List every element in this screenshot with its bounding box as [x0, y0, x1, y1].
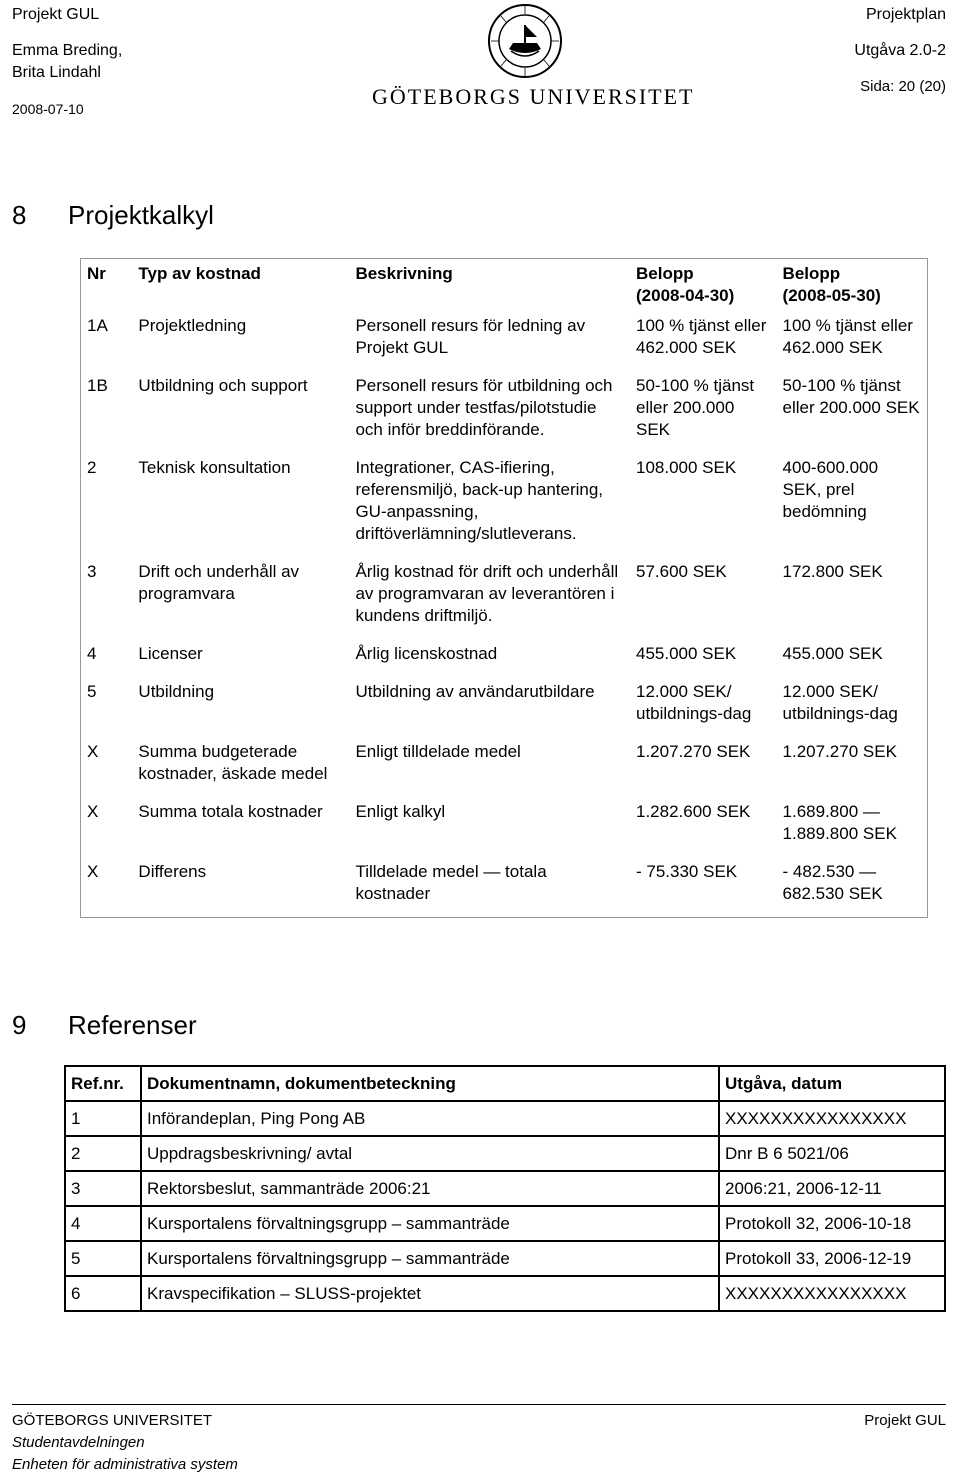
- table-row: [81, 677, 928, 737]
- table-header-row: [81, 259, 928, 312]
- col-header-desc: Beskrivning: [355, 264, 453, 283]
- cell-belopp-2: 100 % tjänst eller 462.000 SEK: [782, 316, 913, 357]
- table-row: [81, 797, 928, 857]
- header-right: [854, 4, 946, 98]
- cell-refnr: 6: [65, 1276, 141, 1311]
- col-header-belopp-1-line1: Belopp: [636, 264, 694, 283]
- references-table: [64, 1065, 946, 1312]
- col-header-docname: Dokumentnamn, dokumentbeteckning: [141, 1066, 719, 1101]
- footer-dept: Studentavdelningen: [12, 1434, 145, 1451]
- cell-desc: Integrationer, CAS-ifiering, referensmiljö, back-up hantering, GU-anpassning, driftöverlämning/slutleverans.: [355, 458, 604, 543]
- footer-project: Projekt GUL: [864, 1412, 946, 1429]
- section-title: Projektkalkyl: [68, 200, 214, 230]
- table-row: [65, 1101, 945, 1136]
- header-left: [12, 4, 122, 120]
- cell-typ: Licenser: [138, 644, 203, 663]
- col-header-belopp-2-line2: (2008-05-30): [782, 286, 881, 305]
- cell-docname: Kravspecifikation – SLUSS-projektet: [141, 1276, 719, 1311]
- header-version: Utgåva 2.0-2: [854, 42, 946, 59]
- section-number: 9: [12, 1010, 27, 1040]
- section-title: Referenser: [68, 1010, 197, 1040]
- section-8-heading: [12, 200, 214, 231]
- cell-belopp-1: 1.207.270 SEK: [636, 742, 751, 761]
- table-row: [81, 737, 928, 797]
- table-row: [81, 557, 928, 639]
- cell-version: 2006:21, 2006-12-11: [719, 1171, 945, 1206]
- footer-left: [12, 1410, 238, 1476]
- col-header-version: Utgåva, datum: [719, 1066, 945, 1101]
- col-header-belopp-2-line1: Belopp: [782, 264, 841, 283]
- cell-typ: Drift och underhåll av programvara: [138, 562, 300, 603]
- col-header-typ: Typ av kostnad: [138, 264, 261, 283]
- cell-belopp-1: 57.600 SEK: [636, 562, 727, 581]
- table-row: [65, 1276, 945, 1311]
- cell-desc: Utbildning av användarutbildare: [355, 682, 595, 701]
- cell-nr: 4: [87, 644, 97, 663]
- cell-refnr: 2: [65, 1136, 141, 1171]
- cell-typ: Teknisk konsultation: [138, 458, 291, 477]
- section-number: 8: [12, 200, 27, 230]
- university-seal-logo: [487, 3, 563, 79]
- cell-desc: Personell resurs för utbildning och support under testfas/pilotstudie och inför breddinförande.: [355, 376, 613, 439]
- cell-refnr: 1: [65, 1101, 141, 1136]
- cell-belopp-1: - 75.330 SEK: [636, 862, 738, 881]
- cell-nr: 1B: [87, 376, 108, 395]
- table-row: [81, 639, 928, 677]
- table-row: [81, 857, 928, 918]
- cell-belopp-1: 12.000 SEK/ utbildnings-dag: [636, 682, 752, 723]
- cell-nr: 1A: [87, 316, 108, 335]
- cell-desc: Personell resurs för ledning av Projekt GUL: [355, 316, 586, 357]
- cell-nr: X: [87, 862, 99, 881]
- col-header-belopp-1: [630, 259, 777, 312]
- header-date: 2008-07-10: [12, 101, 84, 117]
- cell-belopp-2: 1.207.270 SEK: [782, 742, 897, 761]
- cell-version: XXXXXXXXXXXXXXXX: [719, 1276, 945, 1311]
- cell-typ: Differens: [138, 862, 207, 881]
- footer-divider: [12, 1404, 946, 1405]
- table-row: [81, 453, 928, 557]
- cell-docname: Rektorsbeslut, sammanträde 2006:21: [141, 1171, 719, 1206]
- header-author-1: Emma Breding,: [12, 42, 123, 59]
- cell-nr: 3: [87, 562, 97, 581]
- cell-belopp-2: 172.800 SEK: [782, 562, 883, 581]
- section-9-heading: [12, 1010, 197, 1041]
- cell-docname: Uppdragsbeskrivning/ avtal: [141, 1136, 719, 1171]
- cell-typ: Projektledning: [138, 316, 247, 335]
- cell-belopp-1: 50-100 % tjänst eller 200.000 SEK: [636, 376, 755, 439]
- table-row: [65, 1241, 945, 1276]
- footer-unit: Enheten för administrativa system: [12, 1456, 238, 1473]
- cell-typ: Utbildning och support: [138, 376, 308, 395]
- university-name: GÖTEBORGS UNIVERSITET: [372, 84, 695, 109]
- cell-docname: Kursportalens förvaltningsgrupp – sammanträde: [141, 1241, 719, 1276]
- cell-desc: Enligt kalkyl: [355, 802, 446, 821]
- cell-desc: Årlig kostnad för drift och underhåll av programvaran av leverantören i kundens driftmiljö.: [355, 562, 619, 625]
- cell-belopp-2: 400-600.000 SEK, prel bedömning: [782, 458, 879, 521]
- table-row: [81, 311, 928, 371]
- cell-belopp-2: 50-100 % tjänst eller 200.000 SEK: [782, 376, 920, 417]
- cell-belopp-1: 455.000 SEK: [636, 644, 737, 663]
- cell-docname: Införandeplan, Ping Pong AB: [141, 1101, 719, 1136]
- header-page: Sida: 20 (20): [860, 78, 946, 95]
- table-header-row: [65, 1066, 945, 1101]
- cell-belopp-2: 455.000 SEK: [782, 644, 883, 663]
- cell-docname: Kursportalens förvaltningsgrupp – sammanträde: [141, 1206, 719, 1241]
- cell-typ: Summa budgeterade kostnader, äskade medel: [138, 742, 328, 783]
- cost-table: [80, 258, 928, 918]
- header-project: Projekt GUL: [12, 6, 100, 23]
- cell-desc: Enligt tilldelade medel: [355, 742, 521, 761]
- cell-desc: Årlig licenskostnad: [355, 644, 498, 663]
- header-doc-type: Projektplan: [865, 6, 946, 23]
- cell-version: Protokoll 32, 2006-10-18: [719, 1206, 945, 1241]
- table-row: [81, 371, 928, 453]
- cell-version: Protokoll 33, 2006-12-19: [719, 1241, 945, 1276]
- table-row: [65, 1171, 945, 1206]
- cell-belopp-2: 1.689.800 — 1.889.800 SEK: [782, 802, 897, 843]
- cell-desc: Tilldelade medel — totala kostnader: [355, 862, 547, 903]
- cell-belopp-2: - 482.530 — 682.530 SEK: [782, 862, 883, 903]
- header-author-2: Brita Lindahl: [12, 64, 101, 81]
- cell-nr: 2: [87, 458, 97, 477]
- cell-belopp-1: 108.000 SEK: [636, 458, 737, 477]
- cell-belopp-1: 1.282.600 SEK: [636, 802, 751, 821]
- cell-typ: Utbildning: [138, 682, 215, 701]
- col-header-belopp-1-line2: (2008-04-30): [636, 286, 735, 305]
- cell-refnr: 4: [65, 1206, 141, 1241]
- col-header-refnr: Ref.nr.: [65, 1066, 141, 1101]
- col-header-belopp-2: [777, 259, 928, 312]
- cell-nr: X: [87, 802, 99, 821]
- cell-version: XXXXXXXXXXXXXXXX: [719, 1101, 945, 1136]
- table-row: [65, 1206, 945, 1241]
- cell-nr: 5: [87, 682, 97, 701]
- footer-university: GÖTEBORGS UNIVERSITET: [12, 1412, 213, 1429]
- cell-nr: X: [87, 742, 99, 761]
- cell-refnr: 3: [65, 1171, 141, 1206]
- cell-version: Dnr B 6 5021/06: [719, 1136, 945, 1171]
- cell-belopp-1: 100 % tjänst eller 462.000 SEK: [636, 316, 767, 357]
- table-row: [65, 1136, 945, 1171]
- cell-belopp-2: 12.000 SEK/ utbildnings-dag: [782, 682, 898, 723]
- cell-refnr: 5: [65, 1241, 141, 1276]
- cell-typ: Summa totala kostnader: [138, 802, 323, 821]
- col-header-nr: Nr: [87, 264, 106, 283]
